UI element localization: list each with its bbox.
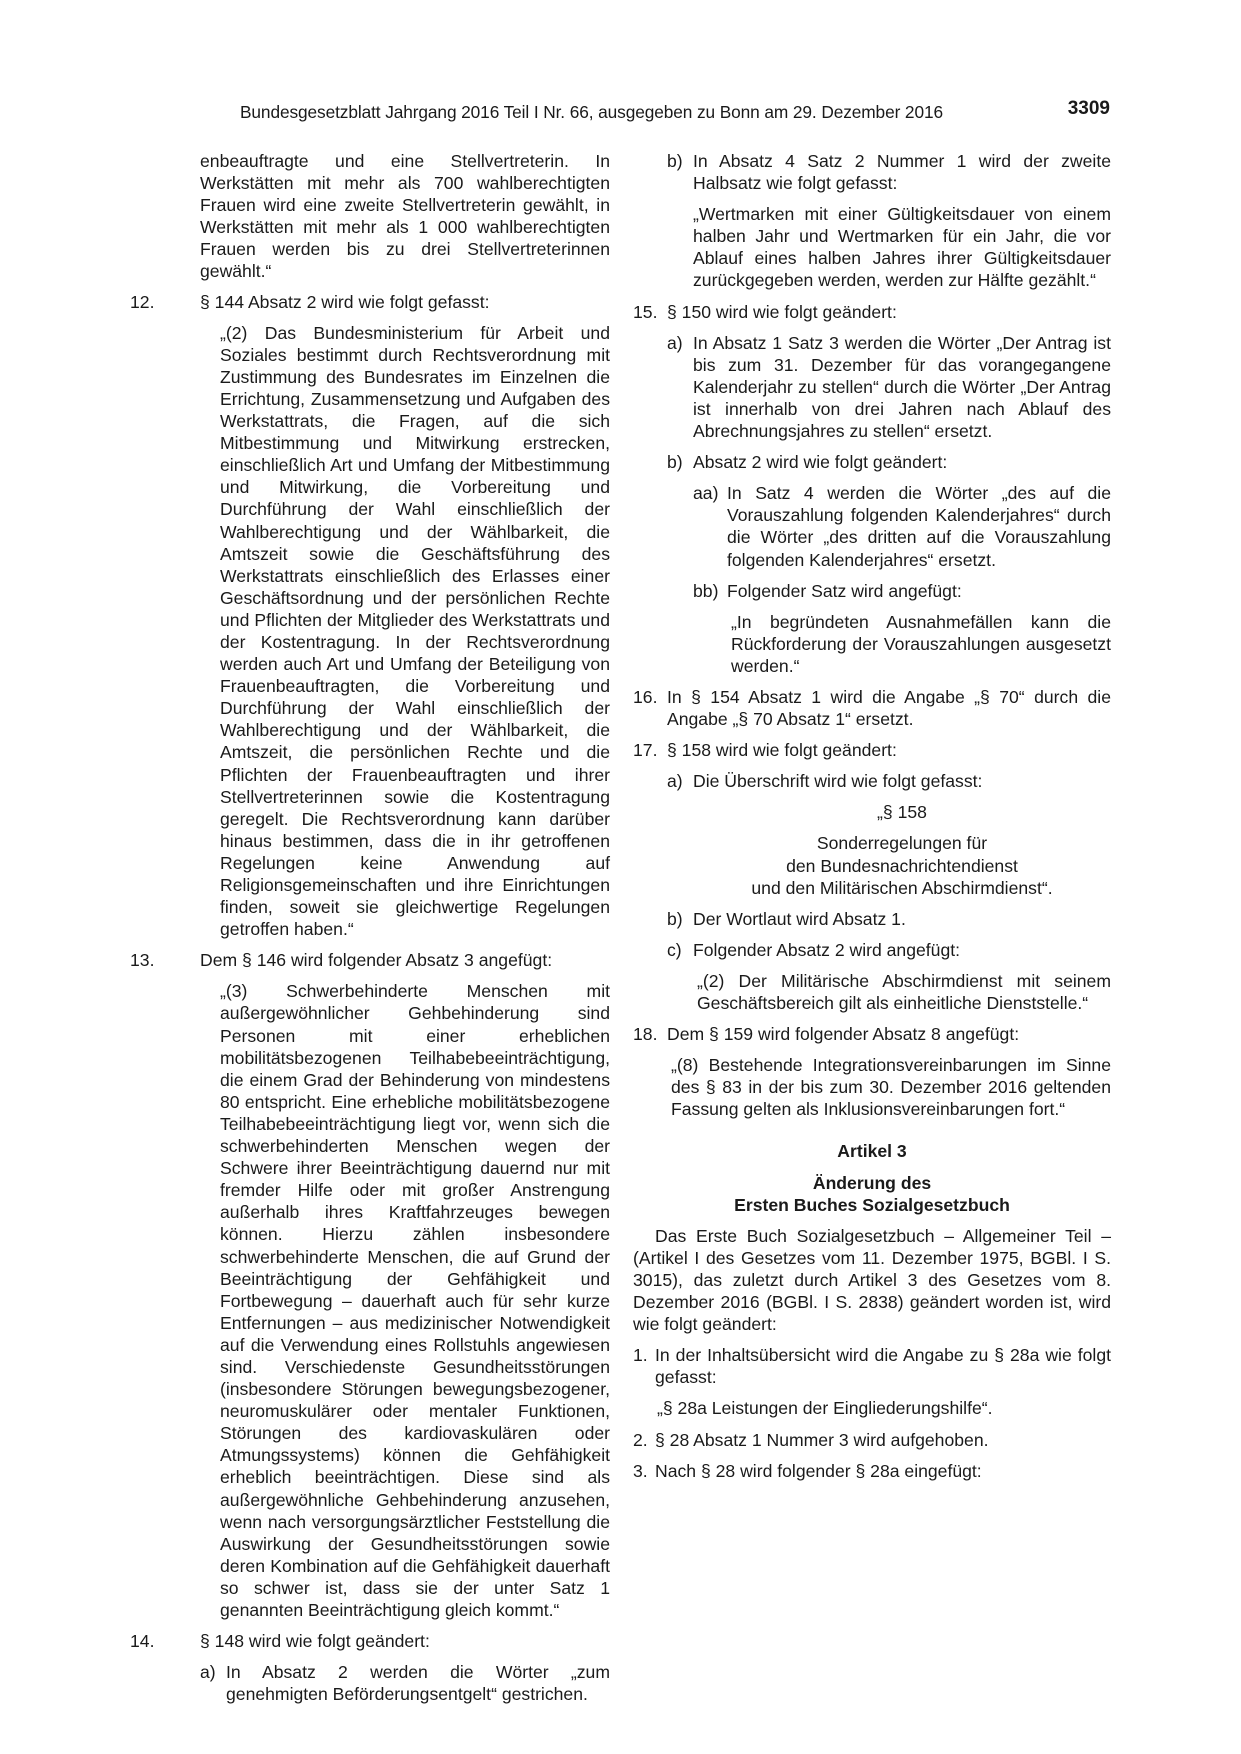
item-13 — [130, 949, 610, 1621]
subitem-label: a) — [200, 1662, 216, 1683]
item-18 — [633, 1023, 1111, 1120]
subitem-text: In Absatz 4 Satz 2 Nummer 1 wird der zweite Halbsatz wie folgt gefasst: — [693, 151, 1111, 194]
subitem-text: Folgender Satz wird angefügt: — [727, 580, 962, 601]
item-text: In der Inhaltsübersicht wird die Angabe zu § 28a wie folgt gefasst: — [655, 1345, 1111, 1388]
subitem-text: Der Wortlaut wird Absatz 1. — [693, 908, 906, 929]
subitem-label: aa) — [693, 483, 719, 504]
subitem-text: Absatz 2 wird wie folgt geändert: — [693, 452, 948, 473]
quoted-paragraph: „§ 28a Leistungen der Eingliederungshilfe“. — [657, 1398, 993, 1419]
item-12 — [130, 291, 610, 941]
right-column — [633, 150, 1111, 1482]
item-text: § 148 wird wie folgt geändert: — [200, 1631, 430, 1652]
quoted-paragraph: „In begründeten Ausnahmefällen kann die Rückforderung der Vorauszahlungen ausgesetzt werden.“ — [731, 611, 1111, 676]
heading-line-1: Sonderregelungen für — [816, 833, 988, 854]
item-number: 2. — [633, 1429, 648, 1450]
quoted-paragraph: „(8) Bestehende Integrationsvereinbarungen im Sinne des § 83 in der bis zum 30. Dezember 2016 geltenden Fassung gelten als Inklusionsvereinbarungen fort.“ — [671, 1055, 1111, 1120]
subitem-c — [667, 939, 1111, 1014]
heading-line-2: den Bundesnachrichtendienst — [786, 855, 1018, 876]
subitem-b — [667, 451, 1111, 677]
subitem-label: bb) — [693, 580, 719, 601]
subitem-text: Folgender Absatz 2 wird angefügt: — [693, 939, 961, 960]
article-subtitle-2: Ersten Buches Sozialgesetzbuch — [734, 1194, 1010, 1215]
page-header — [240, 98, 1110, 126]
subitem-text: In Satz 4 werden die Wörter „des auf die Vorauszahlung folgenden Kalenderjahres“ durch die Wörter „des dritten auf die Vorauszahlung folgenden Kalenderjahres“ ersetzt. — [727, 483, 1111, 570]
quoted-paragraph: „Wertmarken mit einer Gültigkeitsdauer von einem halben Jahr und Wertmarken für ein Jahr, die vor Ablauf eines halben Jahres ihrer Gültigkeitsdauer zurückgegeben werden, werden zur Hälfte gezählt.“ — [693, 204, 1111, 291]
item-text: § 28 Absatz 1 Nummer 3 wird aufgehoben. — [655, 1429, 989, 1450]
continued-paragraph: enbeauftragte und eine Stellvertreterin. In Werkstätten mit mehr als 700 wahlberechtigten Frauen wird eine zweite Stellvertreterin gewählt, in Werkstätten mit mehr als 1 000 wahlberechtigten Frauen werden bis zu drei Stellvertreterinnen gewählt.“ — [200, 151, 610, 282]
subitem-label: b) — [667, 908, 683, 929]
item-text: § 158 wird wie folgt geändert: — [667, 740, 897, 761]
article-3 — [633, 1140, 1111, 1481]
quoted-paragraph: „(3) Schwerbehinderte Menschen mit außergewöhnlicher Gehbehinderung sind Personen mit einer erheblichen mobilitätsbezogenen Teilhabebeeinträchtigung, die einem Grad der Behinderung von mindestens 80 entspricht. Eine erhebliche mobilitätsbezogene Teilhabebeeinträchtigung liegt vor, wenn sich die schwerbehinderten Menschen wegen der Schwere ihrer Beeinträchtigung dauernd nur mit fremder Hilfe oder mit großer Anstrengung außerhalb ihres Kraftfahrzeuges bewegen können. Hierzu zählen insbesondere schwerbehinderte Menschen, die auf Grund der Beeinträchtigung der Gehfähigkeit und Fortbewegung – dauerhaft auch für sehr kurze Entfernungen – aus medizinischer Notwendigkeit auf die Verwendung eines Rollstuhls angewiesen sind. Verschiedenste Gesundheitsstörungen (insbesondere Störungen bewegungsbezogener, neuromuskulärer oder mentaler Funktionen, Störungen des kardiovaskulären oder Atmungssystems) können die Gehfähigkeit erheblich beeinträchtigen. Diese sind als außergewöhnliche Gehbehinderung anzusehen, wenn nach versorgungsärztlicher Feststellung die Auswirkung der Gesundheitsstörungen sowie deren Kombination auf die Gehfähigkeit dauerhaft so schwer ist, dass sie der unter Satz 1 genannten Beeinträchtigung gleich kommt.“ — [220, 981, 610, 1620]
article-subtitle-1: Änderung des — [812, 1172, 932, 1193]
subitem-label: b) — [667, 452, 683, 473]
item-number: 18. — [633, 1024, 658, 1045]
item-text: § 144 Absatz 2 wird wie folgt gefasst: — [200, 291, 490, 312]
item-number: 3. — [633, 1460, 648, 1481]
item-text: In § 154 Absatz 1 wird die Angabe „§ 70“ durch die Angabe „§ 70 Absatz 1“ ersetzt. — [667, 686, 1111, 730]
item-number: 14. — [130, 1631, 155, 1652]
subitem-text: In Absatz 1 Satz 3 werden die Wörter „Der Antrag ist bis zum 31. Dezember für das vorangegangene Kalenderjahr zu stellen“ durch die Wörter „Der Antrag ist innerhalb von drei Jahren nach Ablauf des Abrechnungsjahres zu stellen“ ersetzt. — [693, 332, 1111, 442]
header-title: Bundesgesetzblatt Jahrgang 2016 Teil I Nr. 66, ausgegeben zu Bonn am 29. Dezember 2016 — [240, 102, 943, 122]
page-number: 3309 — [1067, 98, 1110, 119]
item-number: 12. — [130, 291, 155, 312]
item-14 — [130, 1630, 610, 1705]
subitem-bb — [693, 580, 1111, 677]
subitem-a — [667, 770, 1111, 898]
subitem-label: a) — [667, 771, 683, 792]
article-title: Artikel 3 — [837, 1141, 907, 1162]
heading-line-3: und den Militärischen Abschirmdienst“. — [751, 877, 1053, 898]
subitem-text: Die Überschrift wird wie folgt gefasst: — [693, 771, 983, 792]
article-item-3 — [633, 1460, 1111, 1482]
heading-paragraph-number: „§ 158 — [877, 802, 927, 823]
article-item-1 — [633, 1344, 1111, 1419]
subitem-text: In Absatz 2 werden die Wörter „zum genehmigten Beförderungsentgelt“ gestrichen. — [226, 1662, 610, 1705]
quoted-paragraph: „(2) Der Militärische Abschirmdienst mit seinem Geschäftsbereich gilt als einheitliche Dienststelle.“ — [697, 970, 1111, 1013]
subitem-a — [200, 1661, 610, 1705]
item-text: Dem § 146 wird folgender Absatz 3 angefügt: — [200, 950, 553, 971]
article-intro: Das Erste Buch Sozialgesetzbuch – Allgemeiner Teil – (Artikel I des Gesetzes vom 11. Dezember 1975, BGBl. I S. 3015), das zuletzt durch Artikel 3 des Gesetzes vom 8. Dezember 2016 (BGBl. I S. 2838) geändert worden ist, wird wie folgt geändert: — [633, 1225, 1111, 1335]
subitem-aa — [693, 482, 1111, 570]
subitem-b — [667, 150, 1111, 292]
item-text: Dem § 159 wird folgender Absatz 8 angefügt: — [667, 1024, 1020, 1045]
subitem-label: a) — [667, 332, 683, 353]
item-number: 15. — [633, 301, 658, 322]
item-15 — [633, 301, 1111, 677]
left-column — [130, 150, 610, 1705]
item-text: Nach § 28 wird folgender § 28a eingefügt: — [655, 1460, 982, 1481]
subitem-b — [667, 908, 1111, 930]
item-text: § 150 wird wie folgt geändert: — [667, 301, 897, 322]
item-17 — [633, 739, 1111, 1014]
item-number: 17. — [633, 740, 658, 761]
quoted-paragraph: „(2) Das Bundesministerium für Arbeit und Soziales bestimmt durch Rechtsverordnung mit Zustimmung des Bundesrates im Einzelnen die Errichtung, Zusammensetzung und Aufgaben des Werkstattrats, die Fragen, auf die sich Mitbestimmung und Mitwirkung erstrecken, einschließlich Art und Umfang der Mitbestimmung und Mitwirkung, die Vorbereitung und Durchführung der Wahl einschließlich der Wahlberechtigung und der Wählbarkeit, die Amtszeit sowie die Geschäftsführung des Werkstattrats einschließlich des Erlasses einer Geschäftsordnung und der persönlichen Rechte und Pflichten der Mitglieder des Werkstattrats und der Kostentragung. In der Rechtsverordnung werden auch Art und Umfang der Beteiligung von Frauenbeauftragten, die Vorbereitung und Durchführung der Wahl einschließlich der Wahlberechtigung und der Wählbarkeit, die Amtszeit, die persönlichen Rechte und die Pflichten der Frauenbeauftragten und ihrer Stellvertreterinnen sowie die Kostentragung geregelt. Die Rechtsverordnung kann darüber hinaus bestimmen, dass die in ihr getroffenen Regelungen keine Anwendung auf Religionsgemeinschaften und ihre Einrichtungen finden, soweit sie gleichwertige Regelungen getroffen haben.“ — [220, 322, 610, 940]
article-item-2 — [633, 1429, 1111, 1451]
subitem-label: b) — [667, 151, 683, 171]
item-number: 1. — [633, 1345, 648, 1366]
subitem-label: c) — [667, 939, 682, 960]
item-16 — [633, 686, 1111, 730]
item-number: 16. — [633, 686, 658, 707]
subitem-a — [667, 332, 1111, 442]
item-number: 13. — [130, 950, 155, 971]
